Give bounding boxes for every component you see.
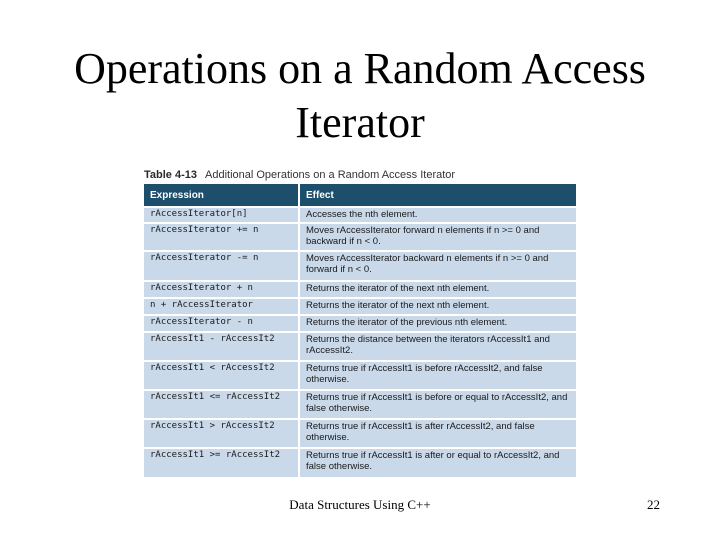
operations-table-container: [144, 166, 577, 477]
expression-cell: rAccessIt1 - rAccessIt2: [144, 332, 299, 361]
expression-cell: rAccessIterator += n: [144, 223, 299, 251]
table-caption-number: Table 4-13: [144, 169, 197, 181]
effect-cell: Moves rAccessIterator backward n elements if n >= 0 and forward if n < 0.: [299, 251, 577, 281]
table-row: [144, 419, 577, 448]
table-caption: [144, 166, 577, 184]
expression-cell: rAccessIt1 >= rAccessIt2: [144, 448, 299, 477]
slide-title-line-1: Operations on a Random Access: [74, 44, 646, 93]
table-row: [144, 223, 577, 251]
effect-cell: Returns true if rAccessIt1 is before or equal to rAccessIt2, and false otherwise.: [299, 390, 577, 419]
slide-title: [0, 42, 720, 150]
header-expression: Expression: [144, 184, 299, 207]
header-effect: Effect: [299, 184, 577, 207]
table-row: [144, 390, 577, 419]
table-caption-text: Additional Operations on a Random Access Iterator: [205, 169, 456, 181]
effect-cell: Returns the iterator of the previous nth element.: [299, 315, 577, 332]
expression-cell: n + rAccessIterator: [144, 298, 299, 315]
effect-cell: Returns true if rAccessIt1 is before rAccessIt2, and false otherwise.: [299, 361, 577, 390]
table-row: [144, 332, 577, 361]
effect-cell: Returns true if rAccessIt1 is after or equal to rAccessIt2, and false otherwise.: [299, 448, 577, 477]
expression-cell: rAccessIterator -= n: [144, 251, 299, 281]
expression-cell: rAccessIterator[n]: [144, 207, 299, 223]
slide-title-line-2: Iterator: [295, 98, 425, 147]
expression-cell: rAccessIt1 < rAccessIt2: [144, 361, 299, 390]
table-row: [144, 281, 577, 298]
expression-cell: rAccessIt1 <= rAccessIt2: [144, 390, 299, 419]
table-row: [144, 448, 577, 477]
effect-cell: Returns true if rAccessIt1 is after rAccessIt2, and false otherwise.: [299, 419, 577, 448]
page-number: 22: [647, 497, 660, 512]
slide-footer: Data Structures Using C++: [289, 497, 431, 512]
table-row: [144, 298, 577, 315]
operations-table: [144, 184, 578, 477]
expression-cell: rAccessIterator + n: [144, 281, 299, 298]
expression-cell: rAccessIt1 > rAccessIt2: [144, 419, 299, 448]
table-row: [144, 251, 577, 281]
effect-cell: Returns the iterator of the next nth element.: [299, 298, 577, 315]
table-row: [144, 207, 577, 223]
effect-cell: Accesses the nth element.: [299, 207, 577, 223]
table-row: [144, 315, 577, 332]
table-row: [144, 361, 577, 390]
effect-cell: Returns the iterator of the next nth element.: [299, 281, 577, 298]
effect-cell: Returns the distance between the iterators rAccessIt1 and rAccessIt2.: [299, 332, 577, 361]
effect-cell: Moves rAccessIterator forward n elements if n >= 0 and backward if n < 0.: [299, 223, 577, 251]
expression-cell: rAccessIterator - n: [144, 315, 299, 332]
table-header-row: [144, 184, 577, 207]
